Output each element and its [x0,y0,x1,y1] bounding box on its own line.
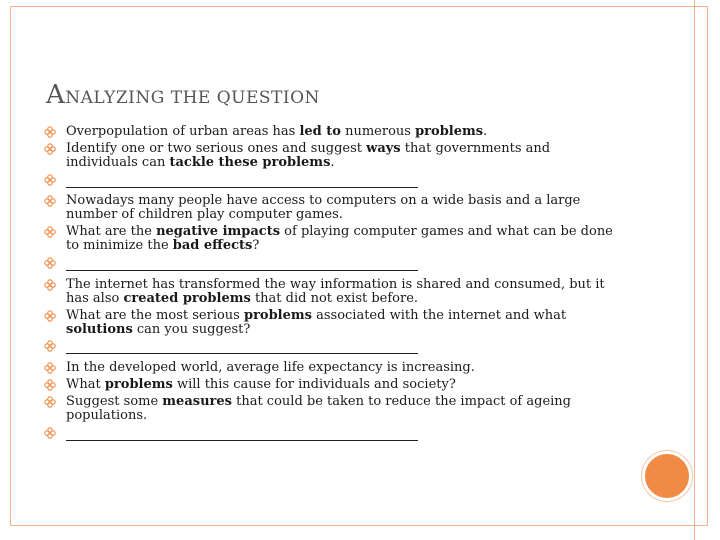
frame-vertical-line [694,0,695,540]
text-run: Nowadays many people have access to computers on a wide basis and a large number of children play computer games. [66,193,581,223]
blank-underline [66,173,418,188]
list-item [44,142,614,170]
separator-line-item [44,426,614,445]
list-item [44,361,614,375]
text-run: will this cause for individuals and society? [172,376,456,392]
emphasis: problems [243,307,312,323]
text-run: . [330,154,335,170]
list-item [44,309,614,337]
list-item [44,225,614,253]
emphasis: led to [299,124,341,139]
emphasis: measures [162,393,232,409]
flower-bullet-icon [44,340,56,352]
list-item-text [66,308,566,337]
text-run: What [66,376,105,392]
text-run: that did not exist before. [250,290,419,306]
emphasis: ways [366,140,401,156]
list-item-text [66,124,487,139]
text-run: numerous [340,124,416,139]
emphasis: solutions [66,321,133,337]
list-item-text [66,377,456,392]
list-item-text [66,141,550,170]
text-run: associated with the internet and what [311,307,567,323]
list-item [44,194,614,222]
list-item-text [66,277,605,306]
text-run: What are the [66,224,157,240]
text-run: . [483,124,488,139]
title-initial: A [46,80,66,110]
text-run: In the developed world, average life expectancy is increasing. [66,360,475,376]
list-item-text [66,394,571,423]
list-item [44,125,614,139]
flower-bullet-icon [44,427,56,439]
emphasis: problems [104,376,173,392]
emphasis: problems [415,124,484,139]
flower-bullet-icon [44,279,56,291]
text-run: Identify one or two serious ones and suggest [66,140,367,156]
text-run: of playing computer games and what can be done to minimize the [66,224,613,254]
emphasis: negative impacts [156,224,281,240]
blank-underline [66,339,418,354]
text-run: The internet has transformed the way information is shared and consumed, but it has also [66,276,605,306]
title-rest: NALYZING THE QUESTION [65,88,320,108]
flower-bullet-icon [44,257,56,269]
flower-bullet-icon [44,195,56,207]
flower-bullet-icon [44,174,56,186]
flower-bullet-icon [44,143,56,155]
flower-bullet-icon [44,379,56,391]
text-run: ? [252,238,260,254]
list-item [44,395,614,423]
bullet-list [44,125,614,447]
separator-line-item [44,173,614,192]
flower-bullet-icon [44,226,56,238]
blank-underline [66,256,418,271]
separator-line-item [44,339,614,358]
list-item-text [66,224,613,253]
emphasis: created problems [123,290,251,306]
list-item-text [66,360,475,375]
decorative-orange-circle [642,451,692,501]
text-run: that could be taken to reduce the impact of ageing populations. [66,393,571,423]
slide-title [46,80,320,110]
flower-bullet-icon [44,362,56,374]
blank-underline [66,426,418,441]
text-run: What are the most serious [66,307,244,323]
text-run: can you suggest? [132,321,251,337]
text-run: Overpopulation of urban areas has [66,124,300,139]
flower-bullet-icon [44,310,56,322]
flower-bullet-icon [44,126,56,138]
separator-line-item [44,256,614,275]
text-run: Suggest some [66,393,163,409]
emphasis: bad effects [172,238,253,254]
list-item [44,278,614,306]
list-item-text [66,193,580,222]
text-run: that governments and individuals can [66,140,551,170]
list-item [44,378,614,392]
flower-bullet-icon [44,396,56,408]
emphasis: tackle these problems [169,154,331,170]
